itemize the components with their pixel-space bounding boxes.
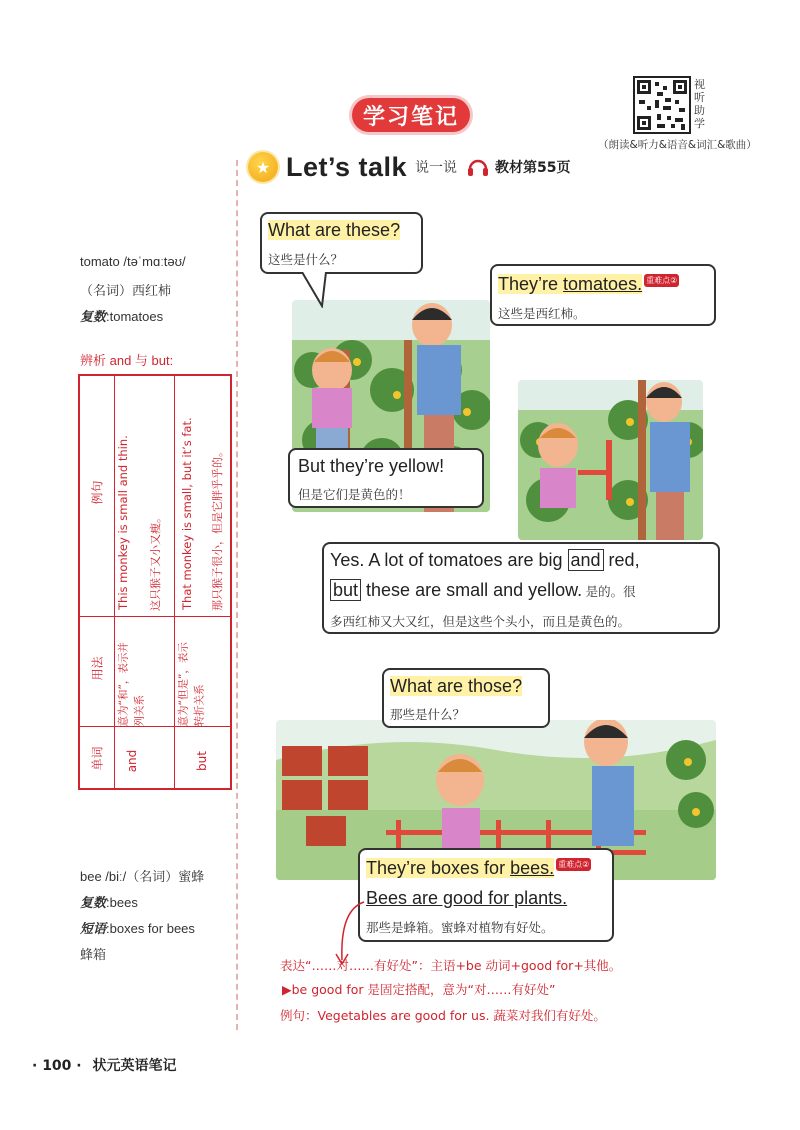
compare-title: 辨析 and 与 but:: [80, 353, 174, 368]
table-row-line: [80, 726, 230, 727]
bee-phrase-cn: 蜂箱: [80, 947, 107, 962]
row1-example-en: This monkey is small and thin.: [116, 435, 130, 610]
lets-talk-title: Let’s talk: [286, 151, 408, 182]
speech-bubble-2: [490, 264, 716, 326]
notes-title: 学习笔记: [362, 104, 459, 130]
qr-code[interactable]: [633, 76, 691, 134]
page-footer: [32, 1055, 176, 1075]
table-row-line: [80, 616, 230, 617]
tomato-meaning: （名词）西红柿: [80, 283, 172, 298]
plural-value: :bees: [106, 895, 138, 910]
triangle-icon: ▶: [282, 982, 292, 997]
qr-code-icon: [635, 78, 689, 132]
lets-talk-subtitle: 说一说: [415, 160, 458, 176]
row2-example-en: That monkey is small, but it’s fat.: [180, 417, 194, 610]
bubble1-tail: [300, 272, 330, 308]
bubble4-line1-pre: Yes. A lot of tomatoes are big: [330, 550, 568, 570]
column-divider: [236, 160, 238, 1030]
phrase-value: :boxes for bees: [106, 921, 195, 936]
row2-usage-a: 意为“但是”，表示: [177, 642, 190, 727]
row1-usage-b: 列关系: [133, 695, 146, 727]
row2-word: but: [195, 751, 209, 771]
speech-bubble-5: [382, 668, 550, 728]
notes-title-badge: [352, 98, 470, 132]
bubble2-word: tomatoes.: [563, 274, 643, 294]
star-icon: ★: [248, 152, 278, 182]
bubble5-english: [390, 676, 522, 697]
book-name: 状元英语笔记: [92, 1058, 177, 1074]
bubble1-chinese: 这些是什么？: [268, 252, 344, 267]
bubble4-line1: [330, 550, 640, 571]
speech-bubble-4: [322, 542, 720, 634]
speech-bubble-3: [288, 448, 484, 508]
bubble4-line3: 多西红柿又大又红，但是这些个头小，而且是黄色的。: [330, 614, 631, 629]
plural-label: 复数: [80, 896, 107, 911]
speech-bubble-6: [358, 848, 614, 942]
bubble2-english: [498, 274, 679, 295]
bee-phrase: [80, 918, 195, 937]
textbook-page: 教材第55页: [495, 160, 571, 176]
plural-label: 复数: [80, 310, 107, 325]
scene-illustration-2: [518, 380, 703, 540]
header-example: 例句: [90, 480, 105, 505]
headphone-icon[interactable]: [467, 157, 489, 177]
compare-table: [78, 374, 232, 790]
key-point-icon: 重难点②: [558, 860, 590, 869]
bubble6-word: bees.: [510, 858, 555, 878]
tomato-word: tomato /təˈmɑːtəʊ/: [80, 254, 186, 269]
tomato-plural: [80, 306, 163, 325]
speech-bubble-1: [260, 212, 423, 274]
bubble6-pre: They’re boxes for: [366, 858, 511, 878]
qr-caption: （朗读&听力&语音&词汇&歌曲）: [598, 139, 757, 151]
bee-plural: [80, 892, 138, 911]
row2-example-cn: 那只猴子很小，但是它胖乎乎的。: [211, 446, 224, 611]
bee-word: bee /biː/（名词）蜜蜂: [80, 869, 205, 884]
qr-side-label: 视听助学: [694, 78, 705, 130]
bubble4-line2-cn: 是的。很: [582, 585, 636, 599]
phrase-label: 短语: [80, 922, 107, 937]
bottom-note-3: 例句：Vegetables are good for us. 蔬菜对我们有好处。: [280, 1008, 606, 1023]
plural-value: :tomatoes: [106, 309, 164, 324]
row2-usage-b: 转折关系: [193, 684, 206, 727]
bottom-note-1: 表达“……对……有好处”：主语+be 动词+good for+其他。: [280, 958, 622, 973]
page-number: · 100 ·: [32, 1058, 82, 1074]
bubble3-chinese: 但是它们是黄色的！: [298, 487, 411, 502]
bubble4-line1-post: red,: [603, 550, 640, 570]
row1-usage-a: 意为“和”，表示并: [117, 642, 130, 727]
bubble2-pre: They’re: [498, 274, 564, 294]
bubble4-line2-post: these are small and yellow.: [361, 580, 583, 600]
bubble1-english: [268, 220, 400, 241]
bubble4-line2: [330, 580, 636, 601]
key-point-icon: 重难点②: [646, 276, 678, 285]
bubble6-line2: Bees are good for plants.: [366, 888, 568, 908]
bubble2-chinese: 这些是西红柿。: [498, 306, 586, 321]
row1-word: and: [125, 749, 139, 773]
bubble5-chinese: 那些是什么？: [390, 707, 466, 722]
lets-talk-header: [248, 150, 571, 184]
bottom-note-2-text: be good for 是固定搭配，意为“对……有好处”: [291, 982, 556, 997]
row1-example-cn: 这只猴子又小又瘦。: [149, 512, 162, 611]
bubble3-english: But they’re yellow!: [298, 456, 445, 476]
bubble5-english-text: What are those?: [390, 676, 523, 696]
bottom-note-2: [282, 980, 555, 998]
bubble6-chinese: 那些是蜂箱。蜜蜂对植物有好处。: [366, 920, 554, 935]
header-word: 单词: [90, 746, 105, 771]
keyword-but: but: [330, 579, 361, 601]
bubble1-english-text: What are these?: [268, 220, 401, 240]
header-usage: 用法: [90, 656, 105, 681]
bubble6-line1: [366, 858, 591, 879]
keyword-and: and: [568, 549, 604, 571]
